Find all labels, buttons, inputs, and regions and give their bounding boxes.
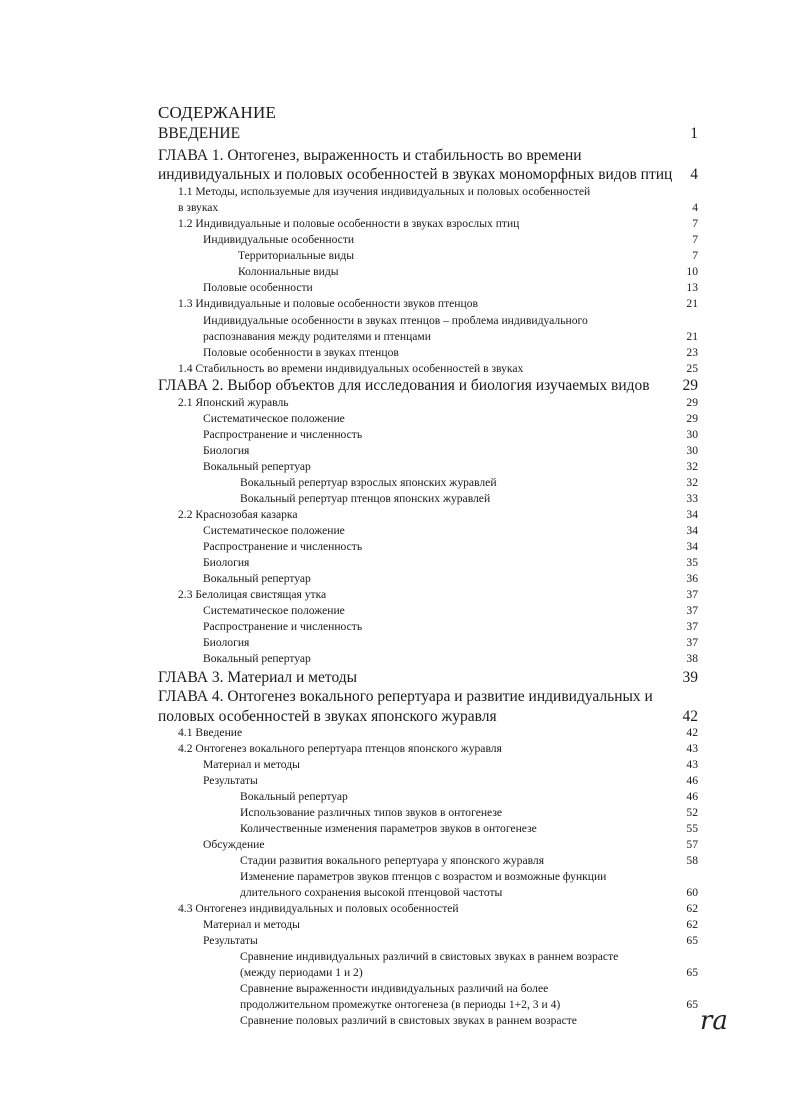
toc-entry-title: распознавания между родителями и птенцами bbox=[203, 330, 431, 343]
toc-entry-title: Количественные изменения параметров звуков в онтогенезе bbox=[240, 822, 537, 835]
toc-entry-title: Распространение и численность bbox=[203, 620, 363, 633]
toc-entry-page: 29 bbox=[682, 377, 698, 394]
toc-entry-page: 25 bbox=[686, 362, 698, 375]
toc-entry-title: Систематическое положение bbox=[203, 604, 345, 617]
toc-entry-page: 30 bbox=[686, 444, 698, 457]
toc-entry-title: Результаты bbox=[203, 934, 258, 947]
toc-entry-title: Материал и методы bbox=[203, 758, 300, 771]
toc-entry-title: Колониальные виды bbox=[238, 265, 339, 278]
toc-entry-page: 21 bbox=[686, 330, 698, 343]
toc-entry-title: Индивидуальные особенности bbox=[203, 233, 355, 246]
toc-entry-title: Сравнение выраженности индивидуальных различий на более bbox=[240, 982, 549, 995]
toc-entry-page: 33 bbox=[686, 492, 698, 505]
toc-entry-title: Вокальный репертуар bbox=[203, 572, 311, 585]
toc-entry-title: в звуках bbox=[178, 201, 219, 214]
toc-entry-title: Систематическое положение bbox=[203, 524, 345, 537]
toc-entry-title: 4.2 Онтогенез вокального репертуара птенцов японского журавля bbox=[178, 742, 502, 755]
toc-entry-title: Биология bbox=[203, 556, 250, 569]
toc-entry-title: Биология bbox=[203, 636, 250, 649]
toc-entry-page: 43 bbox=[686, 758, 698, 771]
toc-entry-title: Биология bbox=[203, 444, 250, 457]
toc-entry-page: 7 bbox=[692, 233, 698, 246]
toc-entry-page: 46 bbox=[686, 790, 698, 803]
toc-entry-title: Вокальный репертуар bbox=[240, 790, 348, 803]
toc-entry-title: продолжительном промежутке онтогенеза (в периоды 1+2, 3 и 4) bbox=[240, 998, 561, 1011]
toc-entry-page: 58 bbox=[686, 854, 698, 867]
toc-entry-page: 34 bbox=[686, 524, 698, 537]
toc-entry-title: 1.2 Индивидуальные и половые особенности в звуках взрослых птиц bbox=[178, 217, 520, 230]
toc-entry-title: ГЛАВА 2. Выбор объектов для исследования и биология изучаемых видов bbox=[158, 377, 650, 394]
toc-entry-title: Стадии развития вокального репертуара у японского журавля bbox=[240, 854, 545, 867]
toc-entry-page: 62 bbox=[686, 902, 698, 915]
toc-entry-title: Результаты bbox=[203, 774, 258, 787]
toc-entry-page: 4 bbox=[692, 201, 698, 214]
toc-entry-page: 36 bbox=[686, 572, 698, 585]
toc-entry-page: 43 bbox=[686, 742, 698, 755]
toc-entry-page: 7 bbox=[692, 249, 698, 262]
toc-entry-page: 4 bbox=[690, 166, 698, 183]
toc-entry-title: Распространение и численность bbox=[203, 540, 363, 553]
toc-entry-page: 65 bbox=[686, 966, 698, 979]
toc-entry-title: индивидуальных и половых особенностей в звуках мономорфных видов птиц bbox=[158, 166, 673, 183]
toc-entry-page: 65 bbox=[686, 998, 698, 1011]
toc-entry-title: Использование различных типов звуков в онтогенезе bbox=[240, 806, 503, 819]
toc-entry-page: 7 bbox=[692, 217, 698, 230]
toc-entry-page: 57 bbox=[686, 838, 698, 851]
toc-entry-title: ГЛАВА 3. Материал и методы bbox=[158, 669, 358, 686]
toc-entry-page: 13 bbox=[686, 281, 698, 294]
toc-entry-page: 29 bbox=[686, 396, 698, 409]
toc-entry-page: 10 bbox=[686, 265, 698, 278]
toc-title: СОДЕРЖАНИЕ bbox=[158, 103, 277, 122]
toc-entry-page: 23 bbox=[686, 346, 698, 359]
toc-entry-title: 1.1 Методы, используемые для изучения индивидуальных и половых особенностей bbox=[178, 185, 591, 198]
toc-entry-title: ВВЕДЕНИЕ bbox=[158, 125, 241, 142]
toc-entry-page: 52 bbox=[686, 806, 698, 819]
toc-entry-page: 37 bbox=[686, 604, 698, 617]
toc-entry-page: 38 bbox=[686, 652, 698, 665]
toc-entry-page: 21 bbox=[686, 297, 698, 310]
toc-entry-page: 29 bbox=[686, 412, 698, 425]
toc-entry-title: 1.4 Стабильность во времени индивидуальных особенностей в звуках bbox=[178, 362, 524, 375]
toc-entry-title: Вокальный репертуар bbox=[203, 652, 311, 665]
toc-entry-title: (между периодами 1 и 2) bbox=[240, 966, 363, 979]
toc-entry-title: ГЛАВА 4. Онтогенез вокального репертуара и развитие индивидуальных и bbox=[158, 688, 653, 705]
toc-entry-title: Изменение параметров звуков птенцов с возрастом и возможные функции bbox=[240, 870, 607, 883]
toc-entry-title: 2.3 Белолицая свистящая утка bbox=[178, 588, 327, 601]
toc-entry-title: Систематическое положение bbox=[203, 412, 345, 425]
toc-entry-page: 32 bbox=[686, 476, 698, 489]
toc-entry-title: половых особенностей в звуках японского журавля bbox=[158, 708, 497, 725]
toc-entry-page: 65 bbox=[686, 934, 698, 947]
toc-entry-page: 35 bbox=[686, 556, 698, 569]
handwritten-mark: ra bbox=[700, 1006, 728, 1036]
toc-entry-title: 1.3 Индивидуальные и половые особенности звуков птенцов bbox=[178, 297, 478, 310]
toc-entry-page: 37 bbox=[686, 620, 698, 633]
toc-entry-page: 32 bbox=[686, 460, 698, 473]
toc-entry-title: Индивидуальные особенности в звуках птенцов – проблема индивидуального bbox=[203, 314, 588, 327]
toc-entry-title: длительного сохранения высокой птенцовой частоты bbox=[240, 886, 503, 899]
toc-entry-page: 34 bbox=[686, 540, 698, 553]
toc-entry-page: 42 bbox=[686, 726, 698, 739]
toc-entry-title: Вокальный репертуар bbox=[203, 460, 311, 473]
toc-entry-title: Обсуждение bbox=[203, 838, 265, 851]
toc-entry-title: ГЛАВА 1. Онтогенез, выраженность и стабильность во времени bbox=[158, 147, 582, 164]
toc-entry-title: Материал и методы bbox=[203, 918, 300, 931]
toc-entry-page: 30 bbox=[686, 428, 698, 441]
toc-entry-title: Половые особенности в звуках птенцов bbox=[203, 346, 399, 359]
toc-entry-title: 2.1 Японский журавль bbox=[178, 396, 289, 409]
toc-entry-page: 46 bbox=[686, 774, 698, 787]
toc-entry-title: Вокальный репертуар взрослых японских журавлей bbox=[240, 476, 497, 489]
toc-entry-title: Территориальные виды bbox=[238, 249, 355, 262]
toc-entry-page: 55 bbox=[686, 822, 698, 835]
toc-entry-title: Вокальный репертуар птенцов японских журавлей bbox=[240, 492, 491, 505]
toc-entry-title: 2.2 Краснозобая казарка bbox=[178, 508, 298, 521]
toc-entry-title: Половые особенности bbox=[203, 281, 313, 294]
toc-entry-page: 60 bbox=[686, 886, 698, 899]
toc-entry-title: Сравнение половых различий в свистовых звуках в раннем возрасте bbox=[240, 1014, 577, 1027]
toc-entry-page: 37 bbox=[686, 636, 698, 649]
toc-entry-title: 4.1 Введение bbox=[178, 726, 243, 739]
toc-entry-title: Распространение и численность bbox=[203, 428, 363, 441]
toc-entry-title: 4.3 Онтогенез индивидуальных и половых особенностей bbox=[178, 902, 459, 915]
toc-entry-page: 34 bbox=[686, 508, 698, 521]
toc-entry-page: 42 bbox=[682, 708, 698, 725]
toc-entry-page: 39 bbox=[682, 669, 698, 686]
toc-entry-page: 37 bbox=[686, 588, 698, 601]
toc-entry-page: 62 bbox=[686, 918, 698, 931]
toc-entry-title: Сравнение индивидуальных различий в свистовых звуках в раннем возрасте bbox=[240, 950, 619, 963]
toc-entry-page: 1 bbox=[690, 125, 698, 142]
